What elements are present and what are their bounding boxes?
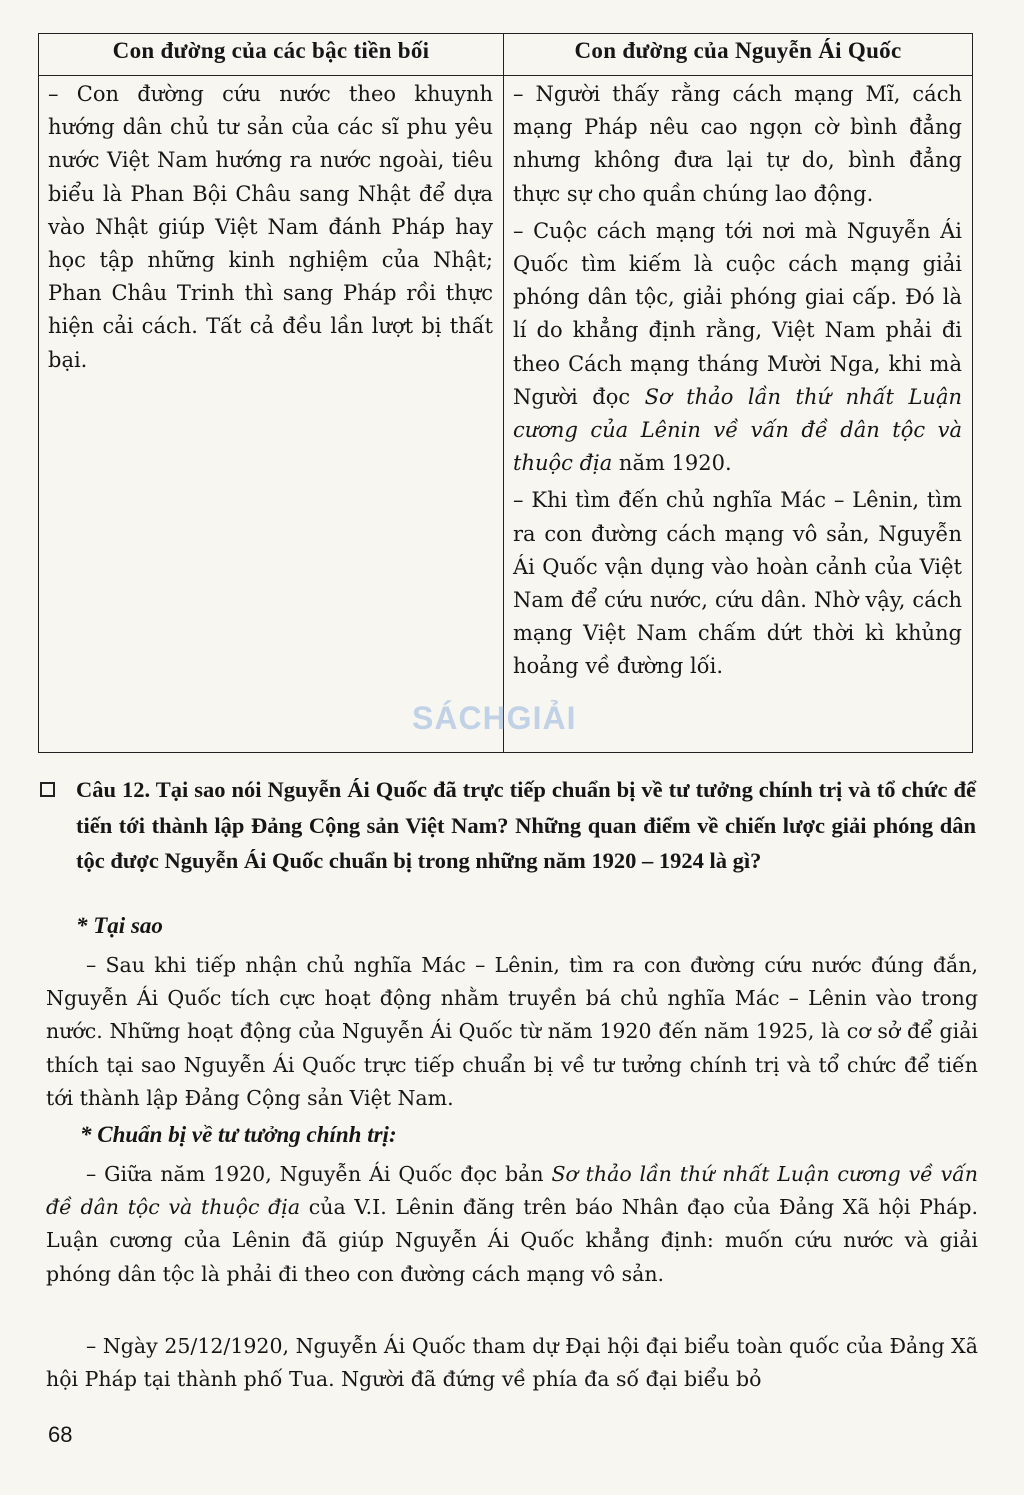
- ideology-p1-end: của V.I. Lênin đăng trên báo Nhân đạo của Đảng Xã hội Pháp. Luận cương của Lênin đã giúp Nguyễn Ái Quốc khẳng định: muốn cứu nước và giải phóng dân tộc là phải đi theo con đường cách mạng vô sản.: [46, 1195, 978, 1286]
- nguyen-p2-italic: Sơ thảo lần thứ nhất Luận cương của Lênin về vấn đề dân tộc và thuộc địa: [513, 384, 962, 476]
- question-text: Câu 12. Tại sao nói Nguyễn Ái Quốc đã trực tiếp chuẩn bị về tư tưởng chính trị và tổ chức để tiến tới thành lập Đảng Cộng sản Việt Nam? Những quan điểm về chiến lược giải phóng dân tộc được Nguyễn Ái Quốc chuẩn bị trong những năm 1920 – 1924 là gì?: [76, 777, 976, 873]
- table-row: [39, 76, 973, 753]
- header-predecessors: Con đường của các bậc tiền bối: [39, 34, 504, 76]
- ideology-p1-start: – Giữa năm 1920, Nguyễn Ái Quốc đọc bản: [86, 1162, 552, 1186]
- nguyen-paragraph-1: – Người thấy rằng cách mạng Mĩ, cách mạng Pháp nêu cao ngọn cờ bình đẳng nhưng không đưa lại tự do, bình đẳng thực sự cho quần chúng lao động.: [513, 82, 962, 206]
- section-heading-ideology: * Chuẩn bị về tư tưởng chính trị:: [80, 1122, 397, 1147]
- ideology-paragraph-2: – Ngày 25/12/1920, Nguyễn Ái Quốc tham dự Đại hội đại biểu toàn quốc của Đảng Xã hội Pháp tại thành phố Tua. Người đã đứng về phía đa số đại biểu bỏ: [46, 1334, 978, 1392]
- ideology-paragraph-1: [46, 1158, 978, 1291]
- nguyen-paragraph-3: – Khi tìm đến chủ nghĩa Mác – Lênin, tìm ra con đường cách mạng vô sản, Nguyễn Ái Quốc vận dụng vào hoàn cảnh của Việt Nam để cứu nước, cứu dân. Nhờ vậy, cách mạng Việt Nam chấm dứt thời kì khủng hoảng về đường lối.: [513, 488, 962, 679]
- nguyen-paragraph-2: [513, 215, 962, 481]
- section-heading-why: * Tại sao: [76, 913, 163, 938]
- watermark-logo: SÁCHGIẢI: [412, 700, 577, 736]
- nguyen-p2-start: – Cuộc cách mạng tới nơi mà Nguyễn Ái Quốc tìm kiếm là cuộc cách mạng giải phóng dân tộc, giải phóng giai cấp. Đó là lí do khẳng định rằng, Việt Nam phải đi theo Cách mạng tháng Mười Nga, khi mà Người đọc: [513, 218, 962, 409]
- cell-predecessors: [39, 76, 504, 753]
- header-nguyen-ai-quoc: Con đường của Nguyễn Ái Quốc: [504, 34, 973, 76]
- table-header-row: [39, 34, 973, 76]
- question-12: [40, 772, 976, 879]
- comparison-table: [38, 33, 973, 753]
- nguyen-p2-end: năm 1920.: [612, 451, 732, 476]
- predecessors-text: – Con đường cứu nước theo khuynh hướng dân chủ tư sản của các sĩ phu yêu nước Việt Nam hướng ra nước ngoài, tiêu biểu là Phan Bội Châu sang Nhật để dựa vào Nhật giúp Việt Nam đánh Pháp hay học tập những kinh nghiệm của Nhật; Phan Châu Trinh thì sang Pháp rồi thực hiện cải cách. Tất cả đều lần lượt bị thất bại.: [48, 82, 493, 372]
- checkbox-square-icon: [40, 782, 55, 797]
- cell-nguyen-ai-quoc: [504, 76, 973, 753]
- section-why-paragraph: – Sau khi tiếp nhận chủ nghĩa Mác – Lênin, tìm ra con đường cứu nước đúng đắn, Nguyễn Ái Quốc tích cực hoạt động nhằm truyền bá chủ nghĩa Mác – Lênin vào trong nước. Những hoạt động của Nguyễn Ái Quốc từ năm 1920 đến năm 1925, là cơ sở để giải thích tại sao Nguyễn Ái Quốc trực tiếp chuẩn bị về tư tưởng chính trị và tổ chức để tiến tới thành lập Đảng Cộng sản Việt Nam.: [46, 953, 978, 1110]
- ideology-p1-italic: Sơ thảo lần thứ nhất Luận cương về vấn đề dân tộc và thuộc địa: [46, 1162, 978, 1220]
- page-number: 68: [48, 1422, 73, 1447]
